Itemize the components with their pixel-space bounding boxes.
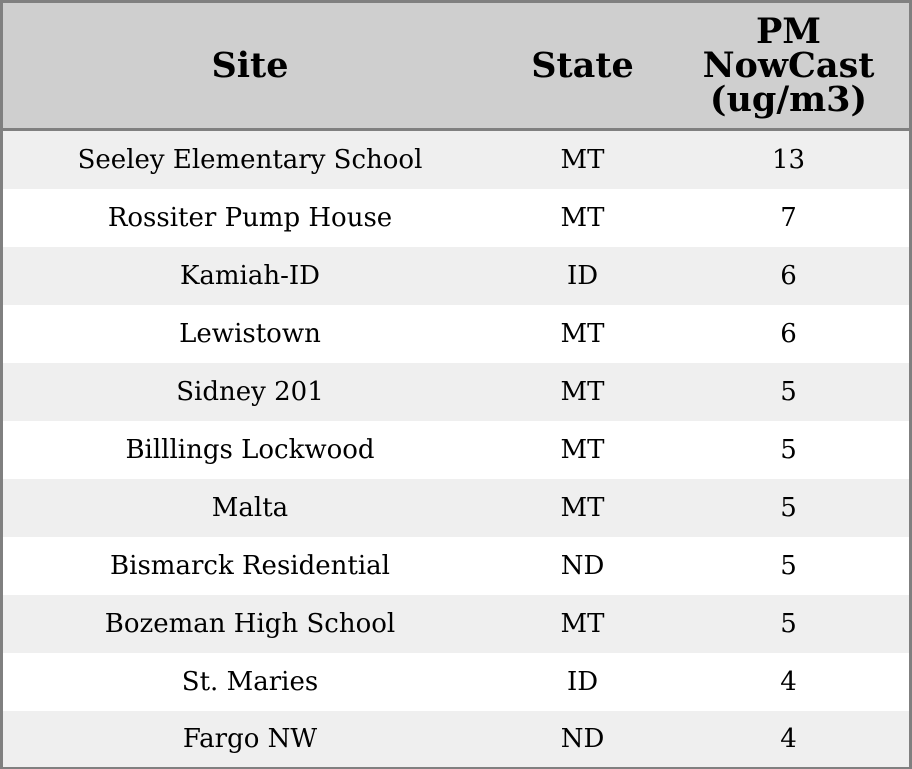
pm-cell: 5 [668,363,909,421]
state-cell: MT [497,595,668,653]
pm-cell: 5 [668,479,909,537]
table-row [3,421,909,479]
site-cell: Fargo NW [3,711,497,767]
state-cell: MT [497,130,668,190]
pm-cell: 4 [668,653,909,711]
pm-cell: 4 [668,711,909,767]
site-cell: Rossiter Pump House [3,189,497,247]
table-row [3,247,909,305]
column-header-site: Site [3,3,497,130]
pm-nowcast-table [3,3,909,767]
header-row [3,3,909,130]
column-header-pm-nowcast: PM NowCast (ug/m3) [668,3,909,130]
state-cell: MT [497,421,668,479]
table-row [3,595,909,653]
site-cell: Seeley Elementary School [3,130,497,190]
site-cell: St. Maries [3,653,497,711]
column-header-state: State [497,3,668,130]
site-cell: Bozeman High School [3,595,497,653]
table-row [3,305,909,363]
table-row [3,653,909,711]
table-row [3,711,909,767]
site-cell: Kamiah-ID [3,247,497,305]
state-cell: MT [497,189,668,247]
table-row [3,130,909,190]
pm-cell: 7 [668,189,909,247]
site-cell: Sidney 201 [3,363,497,421]
site-cell: Lewistown [3,305,497,363]
pm-cell: 5 [668,595,909,653]
table-row [3,537,909,595]
pm-cell: 5 [668,421,909,479]
state-cell: ND [497,711,668,767]
pm-cell: 5 [668,537,909,595]
pm-cell: 6 [668,305,909,363]
state-cell: ID [497,247,668,305]
pm-cell: 13 [668,130,909,190]
table-row [3,479,909,537]
site-cell: Billlings Lockwood [3,421,497,479]
pm-cell: 6 [668,247,909,305]
state-cell: ND [497,537,668,595]
site-cell: Malta [3,479,497,537]
state-cell: MT [497,363,668,421]
site-cell: Bismarck Residential [3,537,497,595]
table-row [3,363,909,421]
state-cell: MT [497,479,668,537]
table-row [3,189,909,247]
state-cell: ID [497,653,668,711]
state-cell: MT [497,305,668,363]
